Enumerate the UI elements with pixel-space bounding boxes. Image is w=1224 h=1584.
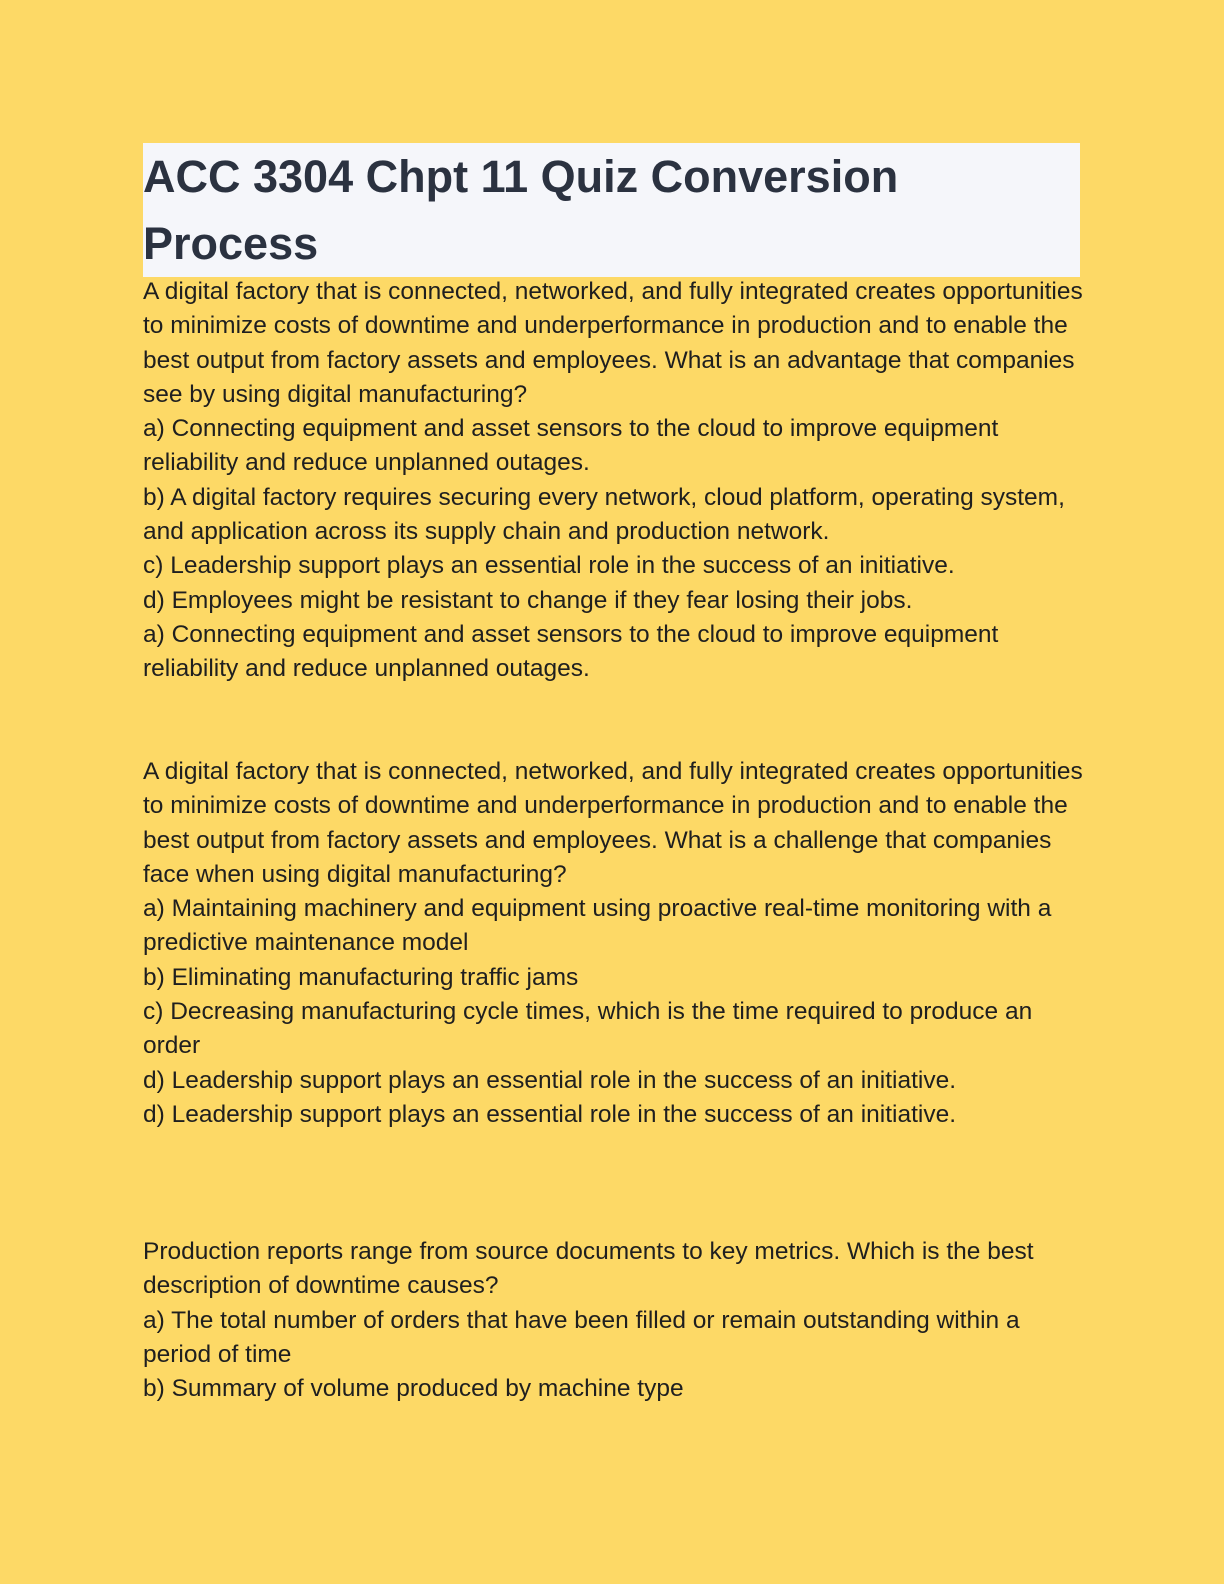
answer-option: a) Maintaining machinery and equipment using proactive real-time monitoring with a predictive maintenance model [143, 895, 1052, 957]
title-banner [143, 143, 1080, 277]
answer-option: c) Decreasing manufacturing cycle times, which is the time required to produce an order [143, 998, 1033, 1060]
question-block [143, 275, 1083, 687]
correct-answer: d) Leadership support plays an essential role in the success of an initiative. [143, 1100, 957, 1128]
answer-option: b) Eliminating manufacturing traffic jams [143, 963, 579, 991]
answer-option: d) Employees might be resistant to change if they fear losing their jobs. [143, 586, 913, 614]
answer-option: c) Leadership support plays an essential role in the success of an initiative. [143, 552, 955, 580]
answer-option: b) A digital factory requires securing every network, cloud platform, operating system, and application across its supply chain and production network. [143, 483, 1065, 546]
question-prompt: A digital factory that is connected, networked, and fully integrated creates opportunities to minimize costs of downtime and underperformance in production and to enable the best output from factory assets and employees. What is a challenge that companies face when using digital manufacturing? [143, 758, 1083, 888]
question-block [143, 755, 1083, 1132]
question-prompt: Production reports range from source documents to key metrics. Which is the best description of downtime causes? [143, 1238, 1034, 1300]
page-title: ACC 3304 Chpt 11 Quiz Conversion Process [143, 151, 899, 269]
question-block [143, 1235, 1083, 1406]
answer-option: a) The total number of orders that have been filled or remain outstanding within a period of time [143, 1306, 1020, 1368]
question-prompt: A digital factory that is connected, networked, and fully integrated creates opportunities to minimize costs of downtime and underperformance in production and to enable the best output from factory assets and employees. What is an advantage that companies see by using digital manufacturing? [143, 278, 1083, 408]
answer-option: b) Summary of volume produced by machine type [143, 1375, 684, 1403]
answer-option: d) Leadership support plays an essential role in the success of an initiative. [143, 1066, 957, 1094]
correct-answer: a) Connecting equipment and asset sensors to the cloud to improve equipment reliability and reduce unplanned outages. [143, 620, 999, 683]
answer-option: a) Connecting equipment and asset sensors to the cloud to improve equipment reliability and reduce unplanned outages. [143, 415, 999, 477]
